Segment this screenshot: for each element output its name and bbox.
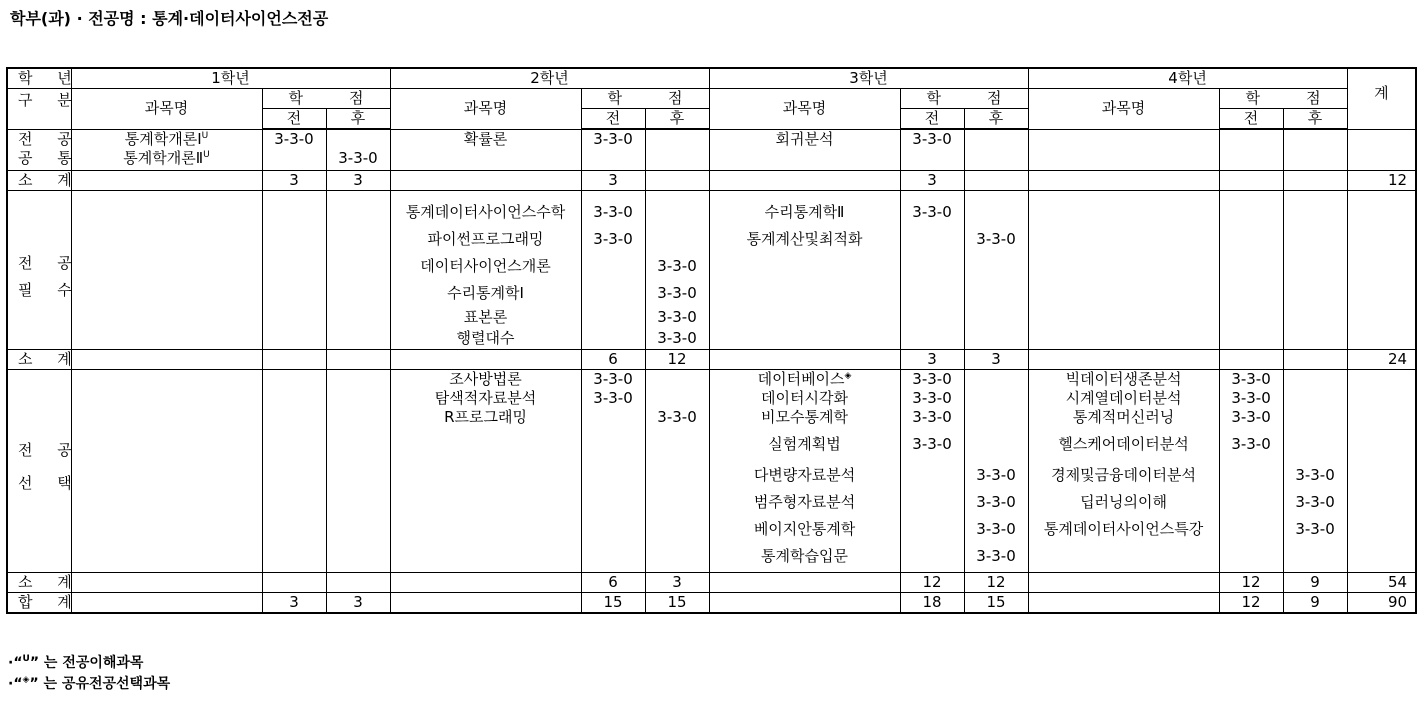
subtotal-value: 3 [900,349,964,369]
subtotal-label: 소 계 [7,572,71,592]
common-y3-subjects: 회귀분석 [709,129,900,170]
common-y1-s1: 3-3-0 [262,129,326,170]
year-1-header: 1학년 [71,68,390,89]
year-2-header: 2학년 [390,68,709,89]
credit-header: 학 점 [1219,89,1347,109]
list-item: 통계데이터사이언스수학 [405,202,566,221]
list-item: 다변량자료분석 [753,465,856,484]
list-item: 경제및금융데이터분석 [1051,465,1196,484]
section-elective-row [7,369,1416,572]
subtotal-value: 6 [581,349,645,369]
list-item: 통계적머신러닝 [1072,407,1175,426]
list-item: 헬스케어데이터분석 [1058,434,1189,453]
subtotal-row [7,349,1416,369]
subtotal-label: 소 계 [7,170,71,190]
list-item: 통계학개론Ⅱ$^U$ [123,148,210,167]
subtotal-row [7,572,1416,592]
total-value: 3 [326,592,390,613]
note-major-understanding: ·“$^U$” 는 전공이해과목 [8,654,144,671]
common-y3-s1: 3-3-0 [900,129,964,170]
list-item: 수리통계학Ⅰ [447,283,524,302]
subject-header: 과목명 [390,89,581,130]
semester-2-header: 후 [645,109,709,130]
legend-notes [8,653,170,695]
credit-header: 학 점 [262,89,390,109]
required-y3-s1: 3-3-0 [900,190,964,349]
year-4-header: 4학년 [1028,68,1347,89]
grand-total-value: 90 [1347,592,1416,613]
list-item: 수리통계학Ⅱ [764,202,845,221]
total-value: 18 [900,592,964,613]
subtotal-value: 12 [900,572,964,592]
semester-1-header: 전 [581,109,645,130]
list-item: 빅데이터생존분석 [1065,369,1182,388]
semester-1-header: 전 [900,109,964,130]
total-value: 15 [645,592,709,613]
list-item: 범주형자료분석 [753,492,856,511]
list-item: 통계데이터사이언스특강 [1043,519,1204,538]
subtotal-value: 3 [262,170,326,190]
subtotal-value: 3 [581,170,645,190]
subtotal-label: 소 계 [7,349,71,369]
semester-1-header: 전 [1219,109,1283,130]
list-item: 베이지안통계학 [753,519,856,538]
section-required-row [7,190,1416,349]
subtotal-row [7,170,1416,190]
credit-header: 학 점 [581,89,709,109]
elective-y4-s2: 3-3-0 3-3-0 3-3-0 [1283,369,1347,572]
subtotal-total: 12 [1347,170,1416,190]
note-shared-elective: ·“◈” 는 공유전공선택과목 [8,675,171,692]
list-item: 조사방법론 [449,369,522,388]
list-item: 딥러닝의이해 [1080,492,1168,511]
section-common-label: 전 공 공 통 [7,129,71,170]
list-item: 행렬대수 [456,328,515,347]
subtotal-value: 3 [964,349,1028,369]
subject-header: 과목명 [1028,89,1219,130]
subtotal-total: 24 [1347,349,1416,369]
elective-y3-subjects [709,369,900,572]
list-item: 데이터사이언스개론 [420,256,551,275]
common-y1-s2: 3-3-0 [326,129,390,170]
subtotal-value: 6 [581,572,645,592]
semester-2-header: 후 [964,109,1028,130]
list-item: 데이터시각화 [761,388,848,407]
list-item: 통계학습입문 [761,546,848,565]
credit-header: 학 점 [900,89,1028,109]
subtotal-total: 54 [1347,572,1416,592]
curriculum-table [6,67,1417,614]
page-title: 학부(과) · 전공명 : 통계·데이터사이언스전공 [10,9,329,28]
required-y2-subjects [390,190,581,349]
common-y2-s1: 3-3-0 [581,129,645,170]
subtotal-value: 12 [1219,572,1283,592]
grand-total-row [7,592,1416,613]
list-item: 표본론 [463,307,508,326]
required-y2-s1: 3-3-0 3-3-0 [581,190,645,349]
subtotal-value: 9 [1283,572,1347,592]
list-item: 탐색적자료분석 [434,388,537,407]
elective-y3-s1: 3-3-0 3-3-0 3-3-0 3-3-0 [900,369,964,572]
semester-2-header: 후 [326,109,390,130]
list-item: 비모수통계학 [761,407,848,426]
total-value: 15 [581,592,645,613]
elective-y2-s1: 3-3-0 3-3-0 [581,369,645,572]
total-value: 15 [964,592,1028,613]
elective-y2-s2: 3-3-0 [645,369,709,572]
header-row-years [7,68,1416,89]
required-y3-subjects [709,190,900,349]
elective-y4-s1: 3-3-0 3-3-0 3-3-0 3-3-0 [1219,369,1283,572]
total-value: 3 [262,592,326,613]
list-item: 시계열데이터분석 [1065,388,1182,407]
elective-y4-subjects [1028,369,1219,572]
subtotal-value: 12 [645,349,709,369]
required-y2-s2: 3-3-0 3-3-0 3-3-0 3-3-0 [645,190,709,349]
grand-total-label: 합 계 [7,592,71,613]
common-y1-subjects [71,129,262,170]
section-elective-label: 전 공 선 택 [7,369,71,572]
subtotal-value: 3 [326,170,390,190]
year-3-header: 3학년 [709,68,1028,89]
section-required-label: 전 공 필 수 [7,190,71,349]
header-row-labels [7,89,1416,109]
list-item: 실험계획법 [768,434,841,453]
subject-header: 과목명 [71,89,262,130]
subtotal-value: 3 [645,572,709,592]
elective-y2-subjects [390,369,581,572]
required-y3-s2: 3-3-0 [964,190,1028,349]
category-label: 구 분 [7,89,71,130]
list-item: 파이썬프로그래밍 [427,229,544,248]
semester-2-header: 후 [1283,109,1347,130]
subject-header: 과목명 [709,89,900,130]
elective-y3-s2: 3-3-0 3-3-0 3-3-0 3-3-0 [964,369,1028,572]
common-y2-subjects: 확률론 [390,129,581,170]
list-item: 통계계산및최적화 [746,229,863,248]
subtotal-value: 12 [964,572,1028,592]
total-value: 9 [1283,592,1347,613]
grade-label: 학 년 [7,68,71,89]
list-item: R프로그래밍 [444,407,527,426]
total-value: 12 [1219,592,1283,613]
section-common-row [7,129,1416,170]
list-item: 데이터베이스◈ [757,369,852,388]
list-item: 통계학개론Ⅰ$^U$ [124,129,209,148]
subtotal-value: 3 [900,170,964,190]
semester-1-header: 전 [262,109,326,130]
total-header: 계 [1347,68,1416,129]
